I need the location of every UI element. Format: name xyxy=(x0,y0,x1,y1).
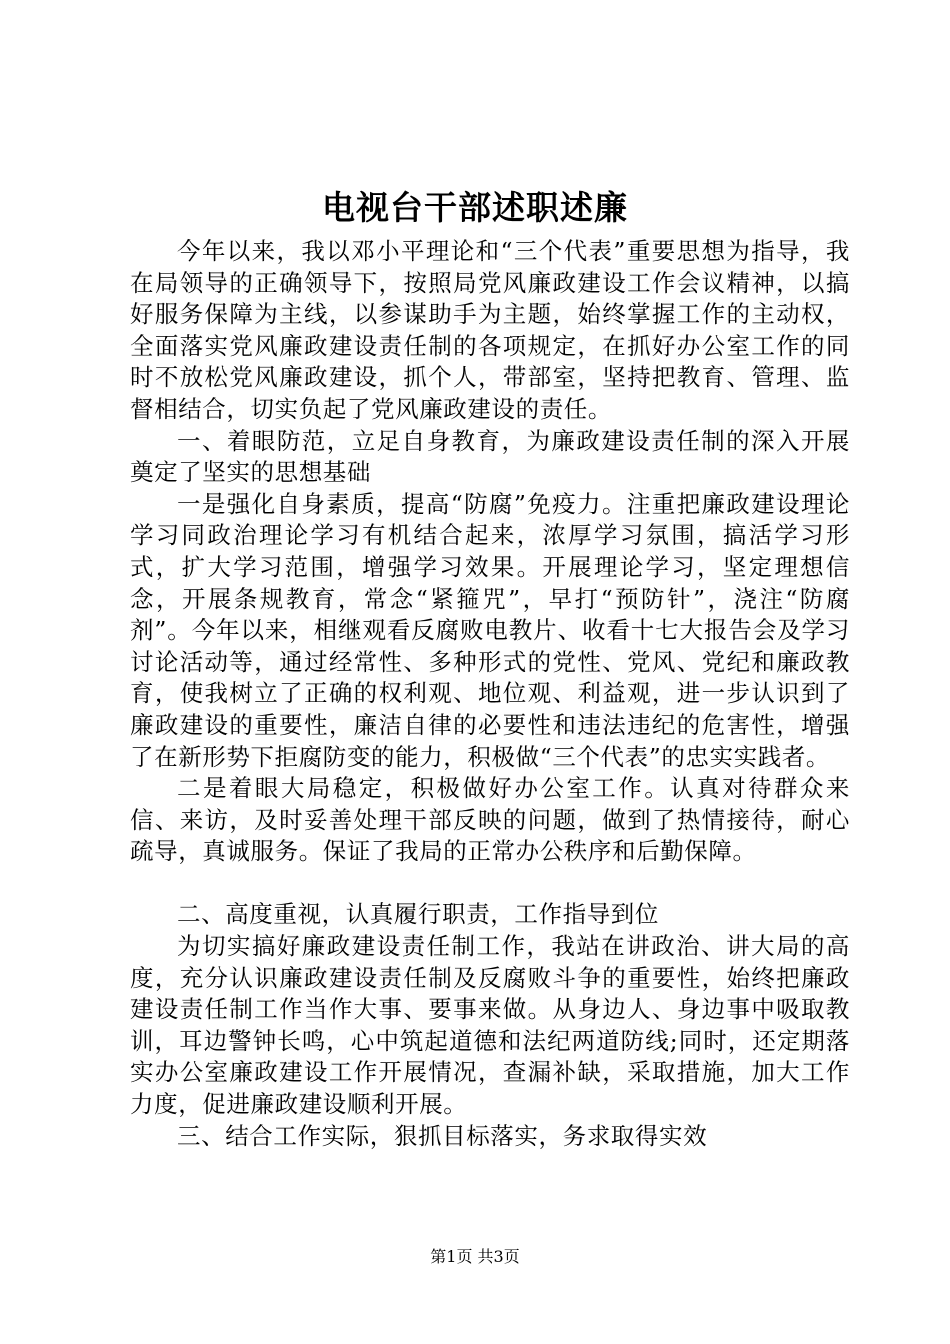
page-number-footer: 第1页 共3页 xyxy=(430,1247,520,1266)
paragraph-intro: 今年以来，我以邓小平理论和“三个代表”重要思想为指导，我在局领导的正确领导下，按照局党风廉政建设工作会议精神，以搞好服务保障为主线，以参谋助手为主题，始终掌握工作的主动权，全面落实党风廉政建设责任制的各项规定，在抓好办公室工作的同时不放松党风廉政建设，抓个人，带部室，坚持把教育、管理、监督相结合，切实负起了党风廉政建设的责任。 xyxy=(130,237,850,423)
page-title: 电视台干部述职述廉 xyxy=(322,188,628,227)
paragraph-office-work: 二是着眼大局稳定，积极做好办公室工作。认真对待群众来信、来访，及时妥善处理干部反映的问题，做到了热情接待，耐心疏导，真诚服务。保证了我局的正常办公秩序和后勤保障。 xyxy=(130,774,850,866)
paragraph-self-quality: 一是强化自身素质，提高“防腐”免疫力。注重把廉政建设理论学习同政治理论学习有机结合起来，浓厚学习氛围，搞活学习形式，扩大学习范围，增强学习效果。开展理论学习，坚定理想信念，开展条规教育，常念“紧箍咒”，早打“预防针”，浇注“防腐剂”。今年以来，相继观看反腐败电教片、收看十七大报告会及学习讨论活动等，通过经常性、多种形式的党性、党风、党纪和廉政教育，使我树立了正确的权利观、地位观、利益观，进一步认识到了廉政建设的重要性，廉洁自律的必要性和违法违纪的危害性，增强了在新形势下拒腐防变的能力，积极做“三个代表”的忠实实践者。 xyxy=(130,489,850,771)
section-heading-3: 三、结合工作实际，狠抓目标落实，务求取得实效 xyxy=(177,1121,708,1150)
paragraph-spacer xyxy=(130,868,850,900)
section-heading-1: 一、着眼防范，立足自身教育，为廉政建设责任制的深入开展奠定了坚实的思想基础 xyxy=(130,426,850,487)
paragraph-responsibility: 为切实搞好廉政建设责任制工作，我站在讲政治、讲大局的高度，充分认识廉政建设责任制及反腐败斗争的重要性，始终把廉政建设责任制工作当作大事、要事来做。从身边人、身边事中吸取教训，耳边警钟长鸣，心中筑起道德和法纪两道防线;同时，还定期落实办公室廉政建设工作开展情况，查漏补缺，采取措施，加大工作力度，促进廉政建设顺利开展。 xyxy=(130,932,850,1119)
section-heading-2: 二、高度重视，认真履行职责，工作指导到位 xyxy=(177,900,659,929)
document-body xyxy=(130,236,850,1152)
